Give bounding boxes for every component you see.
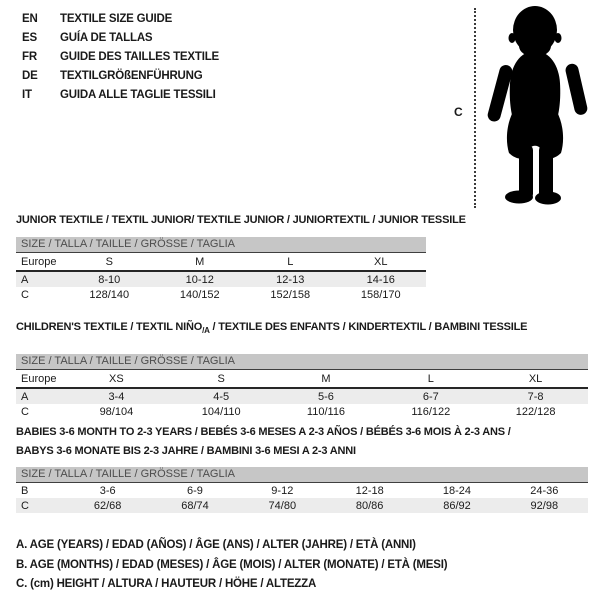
table-title-line — [16, 213, 466, 227]
size-column-label: S — [217, 372, 225, 385]
size-header-bar: SIZE / TALLA / TAILLE / GRÖSSE / TAGLIA — [16, 467, 588, 483]
size-header-bar: SIZE / TALLA / TAILLE / GRÖSSE / TAGLIA — [16, 354, 588, 370]
region-label: Europe — [21, 372, 57, 385]
babies-size-table — [16, 423, 588, 513]
row-label: A — [21, 390, 29, 403]
height-measure-line — [474, 8, 476, 208]
size-value: 92/98 — [530, 499, 559, 512]
size-value: 24-36 — [530, 484, 559, 497]
size-value: 74/80 — [268, 499, 297, 512]
size-value: 3-4 — [108, 390, 125, 403]
row-label: A — [21, 273, 29, 286]
figure-area — [448, 5, 600, 217]
size-value: 6-9 — [187, 484, 203, 497]
language-code: ES — [22, 31, 37, 44]
size-value: 152/158 — [270, 288, 311, 301]
table-row — [16, 389, 588, 404]
language-code: IT — [22, 88, 32, 101]
table-row — [16, 272, 426, 287]
title-segment: BABIES 3-6 MONTH TO 2-3 YEARS / BEBÉS 3-6 MESES A 2-3 AÑOS / BÉBÉS 3-6 MOIS À 2-3 ANS / — [16, 426, 511, 438]
title-segment: / TEXTILE DES ENFANTS / KINDERTEXTIL / BAMBINI TESSILE — [209, 321, 528, 333]
size-value: 68/74 — [181, 499, 209, 512]
size-column-label: M — [195, 255, 205, 268]
region-label: Europe — [21, 255, 57, 268]
table-row — [16, 483, 588, 498]
footnote-line: A. AGE (YEARS) / EDAD (AÑOS) / ÂGE (ANS) / ALTER (JAHRE) / ETÀ (ANNI) — [16, 539, 416, 551]
footnotes — [16, 536, 447, 595]
size-column-label: L — [287, 255, 294, 268]
size-value: 140/152 — [179, 288, 220, 301]
language-code: DE — [22, 69, 38, 82]
size-column-label: XL — [528, 372, 543, 385]
table-title — [16, 423, 588, 461]
language-row — [22, 47, 219, 66]
size-column-label: L — [427, 372, 434, 385]
table-row — [16, 287, 426, 302]
size-value: 62/68 — [93, 499, 122, 512]
footnote-line: B. AGE (MONTHS) / EDAD (MESES) / ÂGE (MOIS) / ALTER (MONATE) / ETÀ (MESI) — [16, 558, 448, 571]
size-value: 158/170 — [360, 288, 401, 301]
column-header-row — [16, 253, 426, 272]
size-column-label: M — [321, 372, 331, 385]
size-value: 5-6 — [318, 390, 334, 403]
guide-title: GUÍA DE TALLAS — [60, 31, 153, 44]
footnote-line: C. (cm) HEIGHT / ALTURA / HAUTEUR / HÖHE / ALTEZZA — [16, 578, 317, 590]
size-value: 12-13 — [276, 273, 305, 286]
size-header-bar: SIZE / TALLA / TAILLE / GRÖSSE / TAGLIA — [16, 237, 426, 253]
row-label: C — [21, 405, 29, 418]
title-segment: /A — [202, 326, 210, 336]
size-value: 104/110 — [201, 405, 241, 418]
size-value: 12-18 — [355, 484, 384, 497]
column-header-row — [16, 370, 588, 389]
size-value: 4-5 — [213, 390, 230, 403]
size-value: 14-16 — [366, 273, 395, 286]
language-row — [22, 28, 219, 47]
size-value: 10-12 — [185, 273, 214, 286]
title-segment: JUNIOR TEXTILE / TEXTIL JUNIOR/ TEXTILE JUNIOR / JUNIORTEXTIL / JUNIOR TESSILE — [16, 214, 466, 226]
language-row — [22, 66, 219, 85]
junior-size-table — [16, 213, 466, 302]
language-code: FR — [22, 50, 37, 63]
row-label: C — [21, 499, 29, 512]
title-segment: CHILDREN'S TEXTILE / TEXTIL NIÑO — [16, 321, 203, 333]
table-title-line — [16, 442, 588, 461]
language-row — [22, 85, 219, 104]
size-value: 8-10 — [98, 273, 121, 286]
children-size-table — [16, 320, 588, 419]
language-code: EN — [22, 12, 38, 25]
guide-title: TEXTILE SIZE GUIDE — [60, 12, 173, 25]
table-title-line — [16, 320, 588, 338]
size-column-label: XS — [109, 372, 124, 385]
table-title-line — [16, 423, 588, 442]
row-label: B — [21, 484, 29, 497]
size-value: 80/86 — [355, 499, 384, 512]
size-value: 98/104 — [99, 405, 134, 418]
size-column-label: XL — [374, 255, 388, 268]
height-measure-label: C — [454, 105, 463, 119]
size-value: 7-8 — [527, 390, 544, 403]
size-value: 128/140 — [89, 288, 130, 301]
size-value: 6-7 — [422, 390, 439, 403]
size-value: 122/128 — [515, 405, 556, 418]
toddler-silhouette-icon — [486, 5, 592, 207]
size-column-label: S — [105, 255, 113, 268]
language-title-list — [22, 9, 219, 104]
size-value: 3-6 — [99, 484, 116, 497]
title-segment: BABYS 3-6 MONATE BIS 2-3 JAHRE / BAMBINI 3-6 MESI A 2-3 ANNI — [16, 445, 356, 457]
guide-title: GUIDA ALLE TAGLIE TESSILI — [60, 88, 216, 101]
size-value: 116/122 — [411, 405, 451, 418]
size-value: 18-24 — [442, 484, 472, 497]
table-row — [16, 498, 588, 513]
table-title — [16, 213, 466, 227]
row-label: C — [21, 288, 29, 301]
size-value: 86/92 — [443, 499, 471, 512]
guide-title: TEXTILGRÖßENFÜHRUNG — [60, 69, 203, 82]
size-value: 9-12 — [271, 484, 294, 497]
language-row — [22, 9, 219, 28]
size-value: 110/116 — [306, 405, 346, 418]
table-row — [16, 404, 588, 419]
table-title — [16, 320, 588, 338]
guide-title: GUIDE DES TAILLES TEXTILE — [60, 50, 219, 63]
